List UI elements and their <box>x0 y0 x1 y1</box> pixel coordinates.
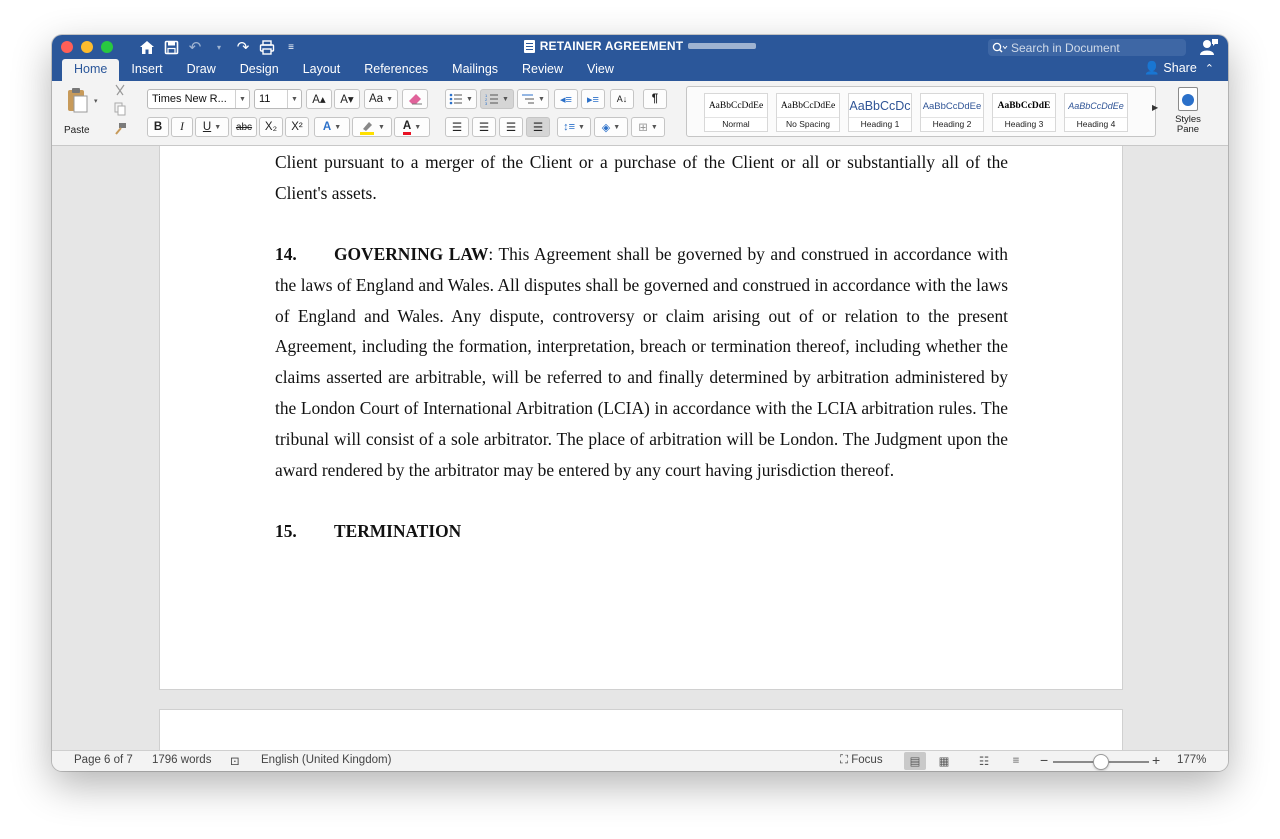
share-label: Share <box>1163 61 1197 75</box>
copy-icon[interactable] <box>113 102 127 116</box>
style-no-spacing[interactable] <box>776 93 840 132</box>
collapse-ribbon-icon[interactable]: ⌃ <box>1204 63 1214 75</box>
style-heading-1[interactable] <box>848 93 912 132</box>
undo-icon[interactable]: ↶ <box>188 39 202 56</box>
italic-button[interactable]: I <box>171 117 193 137</box>
numbered-list-icon <box>485 93 499 105</box>
quick-access-toolbar <box>138 37 300 57</box>
svg-text:2: 2 <box>485 97 488 102</box>
customize-toolbar-icon[interactable]: ≡ <box>288 41 294 53</box>
grow-font-button[interactable]: A▴ <box>306 89 332 109</box>
font-size-value: 11 <box>259 93 271 105</box>
pilcrow-icon: ¶ <box>651 93 659 105</box>
tab-home[interactable]: Home <box>62 59 119 81</box>
font-size-select[interactable] <box>254 89 302 109</box>
minimize-window-button[interactable] <box>81 41 93 53</box>
redacted-title-suffix <box>688 43 756 49</box>
gallery-next-icon[interactable]: ▶ <box>1152 103 1159 112</box>
focus-label: Focus <box>851 754 883 766</box>
multilevel-list-icon <box>521 93 535 105</box>
document-title <box>524 39 757 53</box>
underline-label: U <box>202 121 212 133</box>
style-sample: AaBbCcDdEe <box>1068 101 1124 111</box>
line-spacing-button[interactable]: ↕≡ ▼ <box>557 117 591 137</box>
title-bar <box>52 35 1228 81</box>
line-spacing-icon: ↕≡ <box>563 121 575 133</box>
chevron-down-icon: ▼ <box>235 90 249 108</box>
style-heading-2[interactable] <box>920 93 984 132</box>
zoom-window-button[interactable] <box>101 41 113 53</box>
strikethrough-button[interactable]: abc <box>231 117 257 137</box>
style-heading-4[interactable] <box>1064 93 1128 132</box>
document-icon <box>524 40 535 53</box>
language[interactable]: English (United Kingdom) <box>261 754 392 766</box>
style-normal[interactable] <box>704 93 768 132</box>
tab-view[interactable]: View <box>587 62 614 76</box>
search-in-document[interactable] <box>988 39 1186 56</box>
subscript-button[interactable]: X₂ <box>259 117 283 137</box>
shading-button[interactable]: ◈ ▼ <box>594 117 628 137</box>
document-title-text: RETAINER AGREEMENT <box>539 39 684 53</box>
ribbon-tabs <box>62 59 626 81</box>
clause-number: 15. <box>275 521 297 541</box>
clause-body: : This Agreement shall be governed by and construed in accordance with the laws of England and Wales. All disputes shall be governed and construed in accordance with the laws of England and Wales. Any dispute, controversy or claim arising out of or relation to the present Agreement, including the formation, interpretation, breach or termination thereof, including whether the claims asserted are arbitrable, will be referred to and finally determined by arbitration administered by the London Court of International Arbitration (LCIA) in accordance with the LCIA arbitration rules. The tribunal will consist of a sole arbitrator. The place of arbitration will be London. The Judgment upon the award rendered by the arbitrator may be entered by any court having jurisdiction thereof. <box>275 244 1009 480</box>
status-bar <box>52 750 1228 771</box>
style-sample: AaBbCcDdEe <box>708 101 764 111</box>
sort-icon: A↓ <box>616 94 628 104</box>
zoom-in-button[interactable]: + <box>1152 752 1161 768</box>
close-window-button[interactable] <box>61 41 73 53</box>
clear-formatting-button[interactable] <box>402 89 428 109</box>
style-sample: AaBbCcDdEe <box>922 101 982 112</box>
tab-mailings[interactable]: Mailings <box>452 62 499 76</box>
multilevel-list-button[interactable]: ▼ <box>517 89 549 109</box>
styles-pane-label: Styles <box>1175 114 1201 125</box>
cut-icon[interactable] <box>113 84 127 98</box>
align-left-button[interactable] <box>445 117 469 137</box>
font-name-select[interactable] <box>147 89 250 109</box>
print-icon[interactable] <box>258 37 276 57</box>
ribbon-home <box>52 81 1228 146</box>
shrink-font-button[interactable]: A▾ <box>334 89 360 109</box>
style-name: Heading 2 <box>921 117 983 131</box>
redo-icon[interactable]: ↷ <box>236 39 250 56</box>
style-sample: AaBbCcDdE <box>997 101 1051 111</box>
style-name: Heading 4 <box>1065 117 1127 131</box>
zoom-level[interactable]: 177% <box>1177 754 1207 766</box>
tab-references[interactable]: References <box>364 62 429 76</box>
outdent-icon: ◂≡ <box>560 93 572 106</box>
eraser-icon <box>407 92 423 106</box>
tab-design[interactable]: Design <box>239 62 279 76</box>
style-name: Heading 1 <box>849 117 911 131</box>
word-window <box>52 35 1228 771</box>
style-sample: AaBbCcDc <box>849 99 911 113</box>
change-case-button[interactable]: Aa ▼ <box>364 89 398 109</box>
sort-button[interactable] <box>610 89 634 109</box>
text-effects-button[interactable]: A ▼ <box>314 117 350 137</box>
svg-text:1: 1 <box>485 93 488 98</box>
align-right-icon: ☰ <box>505 122 517 134</box>
underline-button[interactable]: U ▼ <box>195 117 229 137</box>
justify-icon: ☰ <box>532 122 544 134</box>
align-left-icon: ☰ <box>451 122 463 134</box>
tab-review[interactable]: Review <box>522 62 564 76</box>
home-icon[interactable] <box>138 37 156 57</box>
decrease-indent-button[interactable] <box>554 89 578 109</box>
paragraph[interactable]: Client pursuant to a merger of the Client or a purchase of the Client or all or substantially all of the Client's assets. <box>275 152 1008 203</box>
window-controls <box>61 41 113 53</box>
print-layout-icon: ▤ <box>909 756 921 768</box>
superscript-button[interactable]: X² <box>285 117 309 137</box>
format-painter-icon[interactable] <box>113 122 127 136</box>
text-effects-label: A <box>322 121 332 133</box>
borders-icon: ⊞ <box>638 122 648 134</box>
page[interactable] <box>159 146 1123 690</box>
indent-icon: ▸≡ <box>587 93 599 106</box>
highlighter-icon <box>359 119 375 135</box>
increase-indent-button[interactable] <box>581 89 605 109</box>
font-color-button[interactable]: A ▼ <box>394 117 430 137</box>
draft-view-button[interactable] <box>1005 752 1027 770</box>
align-center-button[interactable] <box>472 117 496 137</box>
clause-heading: GOVERNING LAW <box>334 244 489 264</box>
share-icon: 👤 <box>1144 61 1160 75</box>
zoom-slider-thumb[interactable] <box>1093 754 1109 770</box>
paint-bucket-icon: ◈ <box>601 121 611 134</box>
svg-text:3: 3 <box>485 101 488 105</box>
word-count[interactable]: 1796 words <box>152 754 212 766</box>
numbering-button[interactable]: 1 2 3 ▼ <box>480 89 514 109</box>
search-icon <box>992 42 1008 54</box>
style-name: Normal <box>705 117 767 131</box>
style-heading-3[interactable] <box>992 93 1056 132</box>
tab-draw[interactable]: Draw <box>186 62 216 76</box>
web-layout-icon: ▦ <box>938 756 950 768</box>
paste-dropdown-icon[interactable]: ▾ <box>94 98 98 105</box>
paste-label: Paste <box>64 125 90 136</box>
next-page[interactable] <box>159 709 1123 750</box>
zoom-out-button[interactable]: − <box>1040 752 1049 768</box>
bold-button[interactable]: B <box>147 117 169 137</box>
bullets-button[interactable]: ▼ <box>445 89 477 109</box>
undo-dropdown-icon[interactable]: ▾ <box>216 42 221 52</box>
tab-layout[interactable]: Layout <box>302 62 341 76</box>
bullet-list-icon <box>449 93 463 105</box>
proofing-icon[interactable]: ⊡ <box>230 756 240 768</box>
focus-button[interactable] <box>840 754 883 767</box>
highlight-color-button[interactable]: ▼ <box>352 117 392 137</box>
change-case-label: Aa <box>368 93 384 105</box>
draft-icon: ≡ <box>1012 755 1020 767</box>
clipboard-icon <box>66 87 88 113</box>
save-icon[interactable] <box>162 37 180 57</box>
borders-button[interactable]: ⊞ ▼ <box>631 117 665 137</box>
clause-14[interactable] <box>275 239 1008 485</box>
document-canvas[interactable] <box>52 146 1228 750</box>
account-icon[interactable] <box>1199 38 1219 56</box>
styles-pane-button[interactable] <box>1170 87 1206 135</box>
font-name-value: Times New R... <box>152 93 227 105</box>
print-layout-view-button[interactable] <box>904 752 926 770</box>
styles-pane-label-2: Pane <box>1176 124 1200 135</box>
chevron-down-icon: ▼ <box>287 90 301 108</box>
justify-button[interactable] <box>526 117 550 137</box>
clause-number: 14. <box>275 244 297 264</box>
style-sample: AaBbCcDdEe <box>780 101 836 111</box>
outline-view-button[interactable] <box>973 752 995 770</box>
search-input[interactable] <box>1011 41 1171 55</box>
share-button[interactable] <box>1144 61 1214 76</box>
focus-icon: ⛶ <box>840 754 849 766</box>
page-count[interactable]: Page 6 of 7 <box>74 754 133 766</box>
outline-icon: ☷ <box>978 756 990 768</box>
align-right-button[interactable] <box>499 117 523 137</box>
style-name: Heading 3 <box>993 117 1055 131</box>
clause-heading: TERMINATION <box>334 521 462 541</box>
style-name: No Spacing <box>777 117 839 131</box>
align-center-icon: ☰ <box>478 122 490 134</box>
tab-insert[interactable]: Insert <box>131 62 163 76</box>
styles-pane-icon <box>1178 87 1198 111</box>
paste-button[interactable] <box>64 87 106 137</box>
styles-gallery <box>686 86 1159 137</box>
web-layout-view-button[interactable] <box>933 752 955 770</box>
show-formatting-button[interactable] <box>643 89 667 109</box>
font-color-label: A <box>403 120 411 135</box>
clause-15[interactable] <box>275 516 1008 547</box>
